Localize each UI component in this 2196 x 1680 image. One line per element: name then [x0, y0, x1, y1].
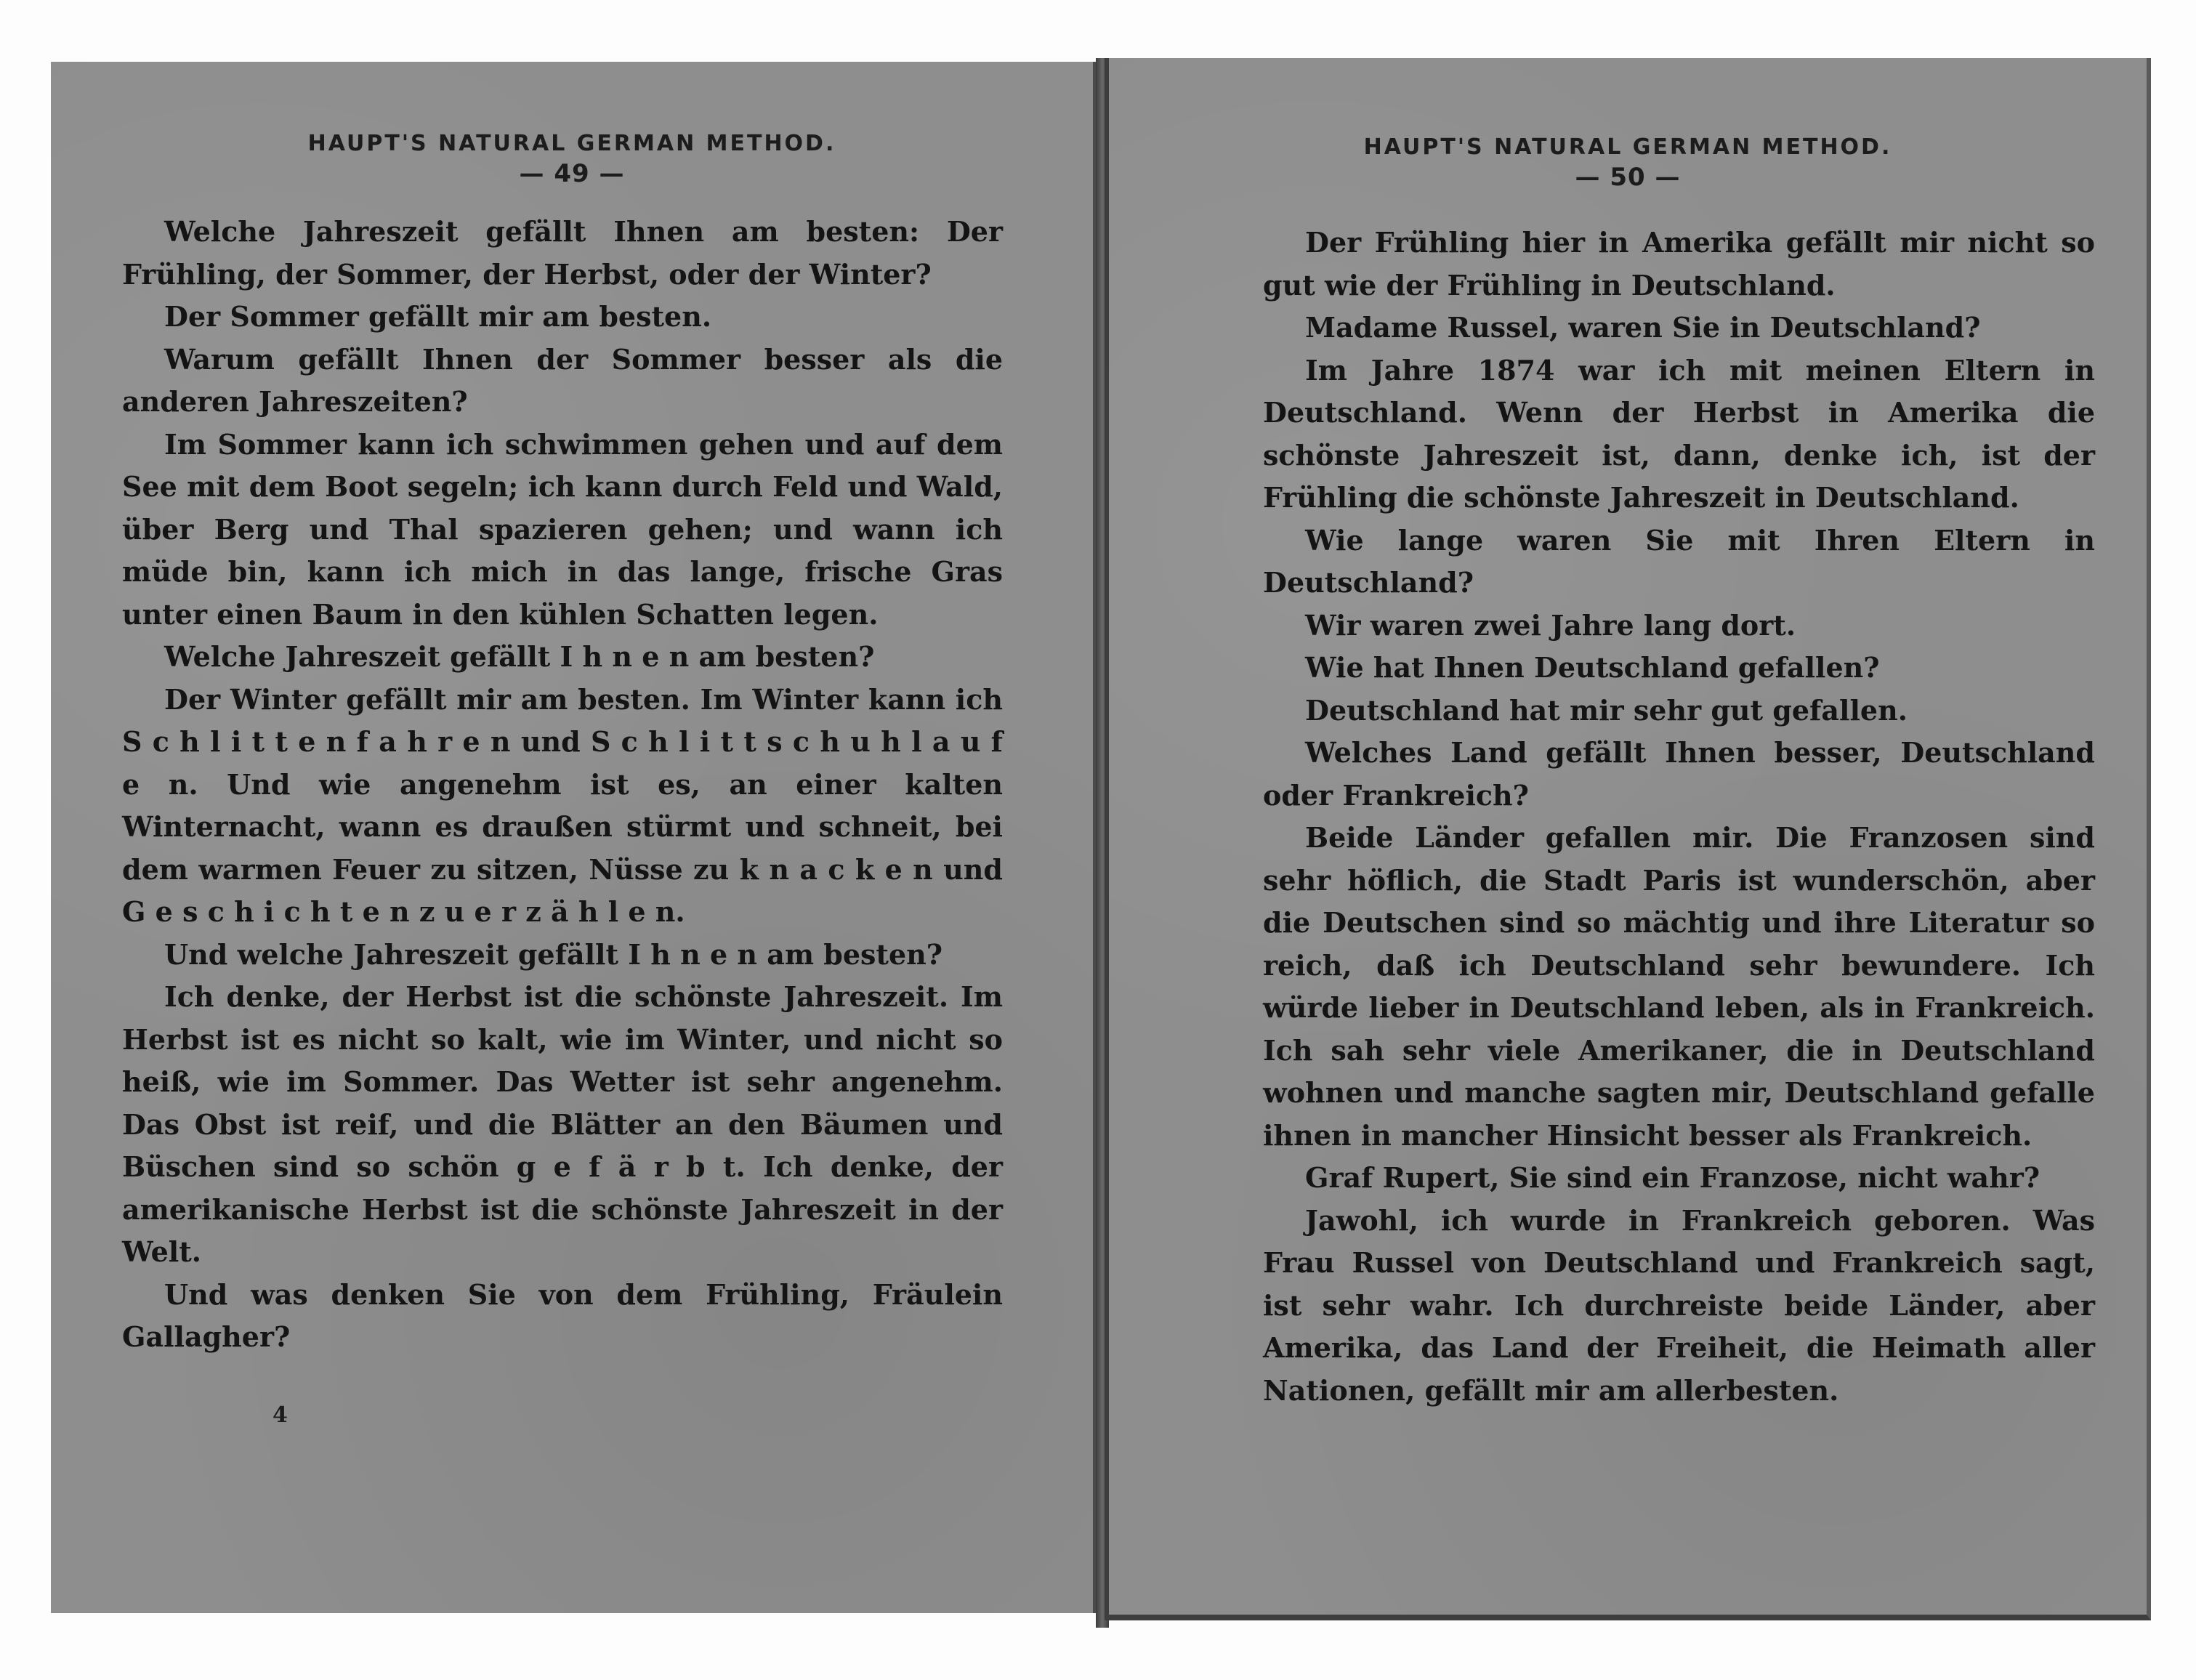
right-page-number: — 50 —: [1575, 163, 1681, 192]
signature-mark: 4: [273, 1402, 288, 1428]
right-paragraph: Welches Land gefällt Ihnen besser, Deutschland oder Frankreich?: [1263, 736, 2095, 812]
left-paragraph: Und welche Jahreszeit gefällt I h n e n am besten?: [164, 937, 943, 971]
right-paragraph: Der Frühling hier in Amerika gefällt mir nicht so gut wie der Frühling in Deutschland.: [1263, 226, 2095, 302]
left-paragraph: Welche Jahreszeit gefällt I h n e n am besten?: [164, 640, 875, 673]
left-page-number: — 49 —: [519, 159, 625, 188]
left-paragraph: Warum gefällt Ihnen der Sommer besser als die anderen Jahreszeiten?: [122, 342, 1003, 418]
right-paragraph: Im Jahre 1874 war ich mit meinen Eltern in Deutschland. Wenn der Herbst in Amerika die schönste Jahreszeit ist, dann, denke ich, ist der Frühling die schönste Jahreszeit in Deutschland.: [1263, 353, 2095, 514]
right-page: [1105, 58, 2151, 1620]
left-page-body: [122, 211, 1003, 1359]
left-paragraph: Im Sommer kann ich schwimmen gehen und auf dem See mit dem Boot segeln; ich kann durch Feld und Wald, über Berg und Thal spazieren gehen; und wann ich müde bin, kann ich mich in das lange, frische Gras unter einen Baum in den kühlen Schatten legen.: [122, 427, 1003, 631]
right-page-header: [1109, 134, 2147, 192]
right-paragraph: Jawohl, ich wurde in Frankreich geboren. Was Frau Russel von Deutschland und Frankreich sagt, ist sehr wahr. Ich durchreiste beide Länder, aber Amerika, das Land der Freiheit, die Heimath aller Nationen, gefällt mir am allerbesten.: [1263, 1203, 2095, 1407]
right-paragraph: Wie lange waren Sie mit Ihren Eltern in Deutschland?: [1263, 523, 2095, 599]
left-page-header: [51, 131, 1093, 188]
left-page: [51, 62, 1097, 1613]
right-paragraph: Madame Russel, waren Sie in Deutschland?: [1305, 311, 1981, 344]
left-paragraph: Und was denken Sie von dem Frühling, Fräulein Gallagher?: [122, 1277, 1003, 1353]
left-paragraph: Ich denke, der Herbst ist die schönste Jahreszeit. Im Herbst ist es nicht so kalt, wie im Winter, und nicht so heiß, wie im Sommer. Das Wetter ist sehr angenehm. Das Obst ist reif, und die Blätter an den Bäumen und Büschen sind so schön g e f ä r b t. Ich denke, der amerikanische Herbst ist die schönste Jahreszeit in der Welt.: [122, 980, 1003, 1268]
right-paragraph: Graf Rupert, Sie sind ein Franzose, nicht wahr?: [1305, 1161, 2040, 1194]
right-paragraph: Deutschland hat mir sehr gut gefallen.: [1305, 693, 1908, 727]
right-paragraph: Beide Länder gefallen mir. Die Franzosen sind sehr höflich, die Stadt Paris ist wunderschön, aber die Deutschen sind so mächtig und ihre Literatur so reich, daß ich Deutschland sehr bewundere. Ich würde lieber in Deutschland leben, als in Frankreich. Ich sah sehr viele Amerikaner, die in Deutschland wohnen und manche sagten mir, Deutschland gefalle ihnen in mancher Hinsicht besser als Frankreich.: [1263, 821, 2095, 1152]
right-paragraph: Wir waren zwei Jahre lang dort.: [1305, 608, 1796, 642]
right-paragraph: Wie hat Ihnen Deutschland gefallen?: [1305, 651, 1880, 684]
left-paragraph: Welche Jahreszeit gefällt Ihnen am besten: Der Frühling, der Sommer, der Herbst, oder der Winter?: [122, 215, 1003, 291]
left-paragraph: Der Sommer gefällt mir am besten.: [164, 300, 712, 333]
left-paragraph: Der Winter gefällt mir am besten. Im Winter kann ich S c h l i t t e n f a h r e n und S c h l i t t s c h u h l a u f e n. Und wie angenehm ist es, an einer kalten Winternacht, wann es draußen stürmt und schneit, bei dem warmen Feuer zu sitzen, Nüsse zu k n a c k e n und G e s c h i c h t e n z u e r z ä h l e n.: [122, 682, 1003, 928]
left-running-title: HAUPT'S NATURAL GERMAN METHOD.: [307, 131, 836, 156]
right-page-body: [1263, 222, 2095, 1412]
right-running-title: HAUPT'S NATURAL GERMAN METHOD.: [1363, 134, 1892, 160]
